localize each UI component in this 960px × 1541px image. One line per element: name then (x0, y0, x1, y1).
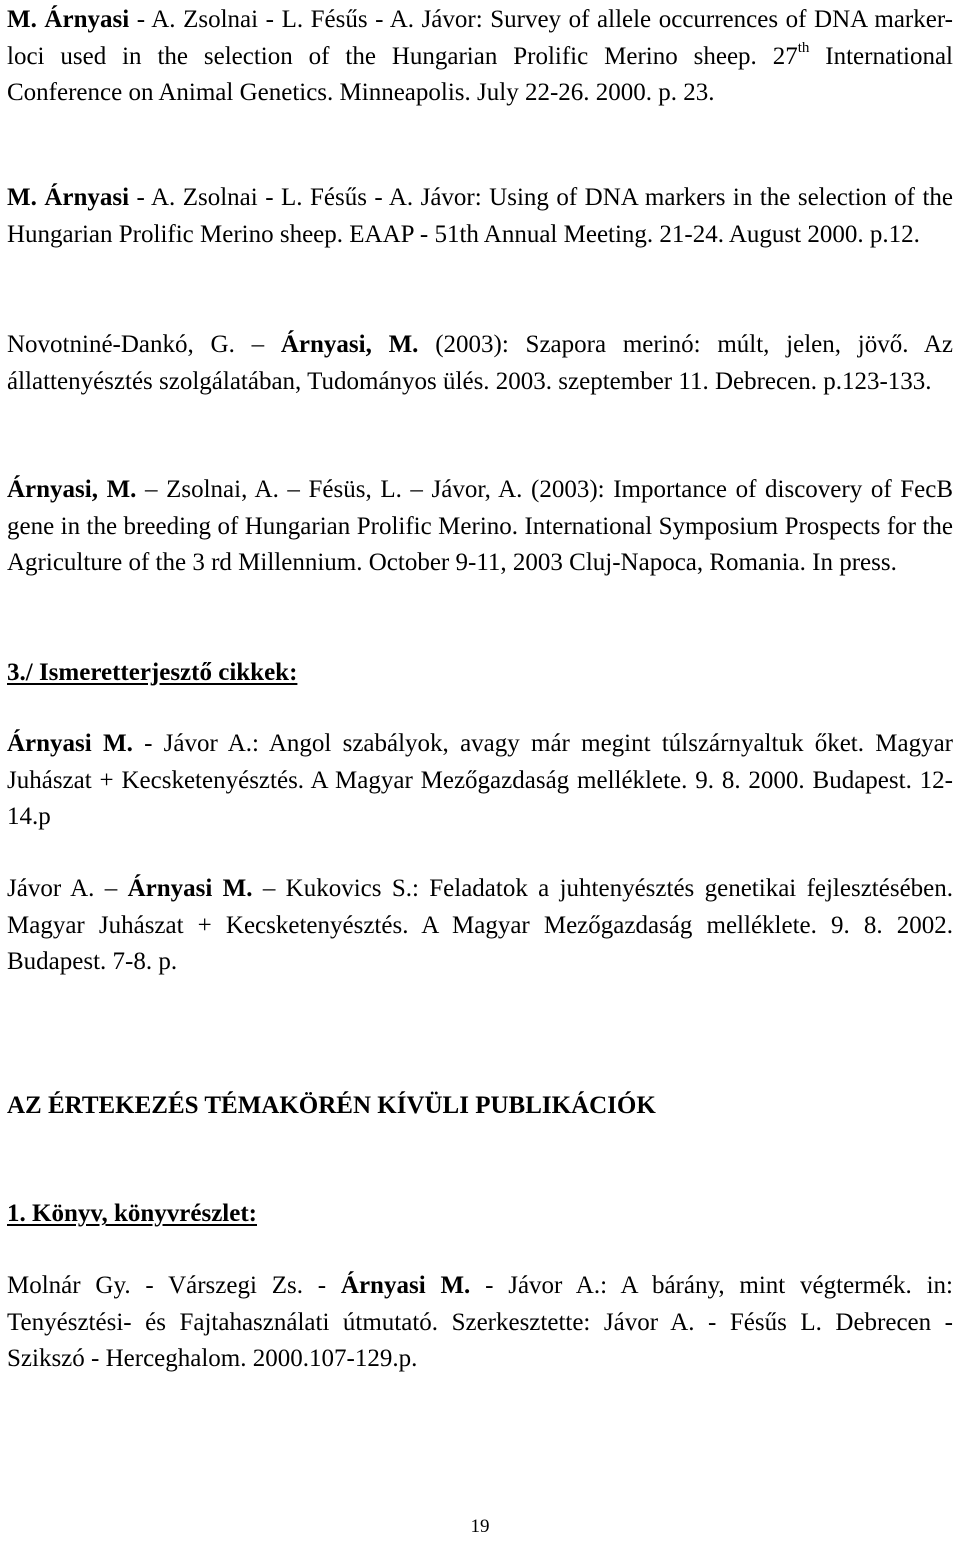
section-heading: 1. Könyv, könyvrészlet: (7, 1200, 257, 1227)
author-bold: Árnyasi M. (7, 730, 133, 757)
article-entry (7, 726, 953, 836)
reference-entry (7, 2, 953, 112)
article-text: - Jávor A.: Angol szabályok, avagy már megint túlszárnyaltuk őket. Magyar Juhászat + Kecsketenyésztés. A Magyar Mezőgazdaság melléklete. 9. 8. 2000. Budapest. 12-14.p (7, 730, 954, 830)
book-entry (7, 1268, 953, 1378)
reference-text: Novotniné-Dankó, G. – (7, 331, 281, 358)
article-entry (7, 871, 953, 981)
reference-text: (2003): Szapora merinó: múlt, jelen, jövő. Az állattenyésztés szolgálatában, Tudományos ülés. 2003. szeptember 11. Debrecen. p.123-133. (7, 331, 953, 395)
reference-entry (7, 327, 953, 400)
page-number: 19 (470, 1516, 490, 1537)
reference-text: - A. Zsolnai - L. Fésűs - A. Jávor: Survey of allele occurrences of DNA marker-loci used in the selection of the Hungarian Prolific Merino sheep. 27 (7, 6, 954, 70)
book-text: - Jávor A.: A bárány, mint végtermék. in: Tenyésztési- és Fajtahasználati útmutató. Szerkesztette: Jávor A. - Fésűs L. Debrecen - Szikszó - Herceghalom. 2000.107-129.p. (7, 1272, 954, 1372)
reference-text: - A. Zsolnai - L. Fésűs - A. Jávor: Using of DNA markers in the selection of the Hungarian Prolific Merino sheep. EAAP - 51th Annual Meeting. 21-24. August 2000. p.12. (7, 184, 954, 248)
author-bold: Árnyasi M. (127, 875, 253, 902)
article-text: Jávor A. – (7, 875, 128, 902)
superscript: th (797, 39, 810, 56)
author-bold: M. Árnyasi (7, 184, 130, 211)
author-bold: M. Árnyasi (7, 6, 130, 33)
reference-entry (7, 180, 953, 253)
section-heading: 3./ Ismeretterjesztő cikkek: (7, 659, 298, 686)
reference-entry (7, 472, 953, 582)
article-text: – Kukovics S.: Feladatok a juhtenyésztés genetikai fejlesztésében. Magyar Juhászat + Kecsketenyésztés. A Magyar Mezőgazdaság melléklete. 9. 8. 2002. Budapest. 7-8. p. (7, 875, 954, 975)
reference-text: International Conference on Animal Genetics. Minneapolis. July 22-26. 2000. p. 23. (7, 42, 953, 106)
author-bold: Árnyasi, M. (280, 331, 419, 358)
author-bold: Árnyasi, M. (7, 476, 137, 503)
reference-text: – Zsolnai, A. – Fésüs, L. – Jávor, A. (2003): Importance of discovery of FecB gene in the breeding of Hungarian Prolific Merino. International Symposium Prospects for the Agriculture of the 3 rd Millennium. October 9-11, 2003 Cluj-Napoca, Romania. In press. (7, 476, 953, 576)
author-bold: Árnyasi M. (340, 1272, 471, 1299)
main-heading: AZ ÉRTEKEZÉS TÉMAKÖRÉN KÍVÜLI PUBLIKÁCIÓK (7, 1092, 656, 1119)
book-text: Molnár Gy. - Várszegi Zs. - (7, 1272, 341, 1299)
